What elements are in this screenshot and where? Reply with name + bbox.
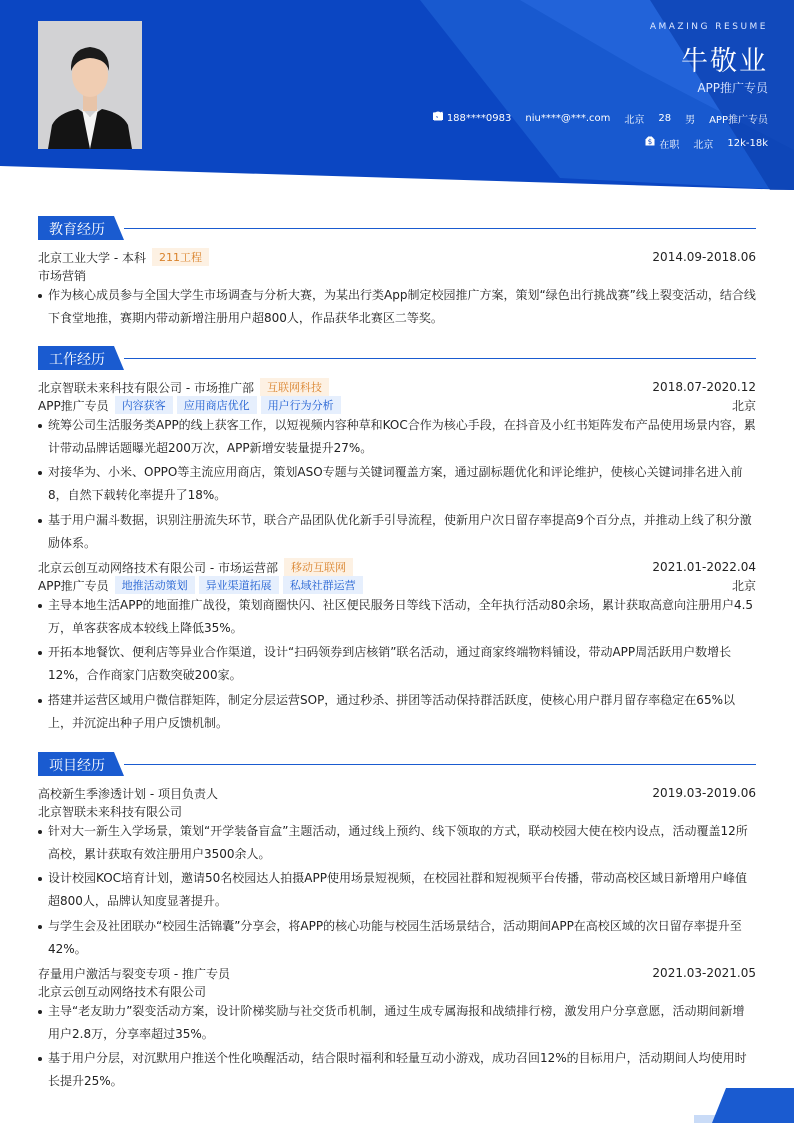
- job-bullet: 搭建并运营区域用户微信群矩阵，制定分层运营SOP，通过秒杀、拼团等活动保持群活跃度，使核心用户群月留存率稳定在65%以上，并沉淀出种子用户反馈机制。: [38, 689, 756, 735]
- job-entry-header: [38, 558, 756, 576]
- gender-item: [685, 111, 695, 126]
- project-name: 存量用户激活与裂变专项 - 推广专员: [38, 966, 230, 981]
- project-bullet: 基于用户分层，对沉默用户推送个性化唤醒活动，结合限时福利和轻量互动小游戏，成功召回12%的目标用户，活动期间人均使用时长提升25%。: [38, 1047, 756, 1093]
- company-name: 北京智联未来科技有限公司 - 市场推广部: [38, 380, 254, 395]
- skill-tag: 私域社群运营: [283, 576, 363, 594]
- project-date: 2021.03-2021.05: [652, 966, 756, 980]
- education-bullet: 作为核心成员参与全国大学生市场调查与分析大赛，为某出行类App制定校园推广方案，策划“绿色出行挑战赛”线上裂变活动，结合线下食堂地推，赛期内带动新增注册用户超800人，作品获华北赛区二等奖。: [38, 284, 756, 330]
- project-org: 北京智联未来科技有限公司: [38, 804, 183, 819]
- phone-item: [447, 113, 512, 124]
- project-org-row: [38, 982, 756, 1000]
- header-banner: [0, 0, 794, 200]
- job-position: APP推广专员: [38, 578, 109, 593]
- skill-tag: 应用商店优化: [177, 396, 257, 414]
- job-entry-header: [38, 378, 756, 396]
- project-name: 高校新生季渗透计划 - 项目负责人: [38, 786, 218, 801]
- target-city-item: [693, 136, 713, 151]
- school-name: 北京工业大学 - 本科: [38, 250, 146, 265]
- job-date: 2021.01-2022.04: [652, 560, 756, 574]
- education-date: 2014.09-2018.06: [652, 250, 756, 264]
- company-name: 北京云创互动网络技术有限公司 - 市场运营部: [38, 560, 278, 575]
- resume-tagline: AMAZING RESUME: [649, 22, 768, 32]
- status-text: 在职: [659, 140, 680, 151]
- projects-title: 项目经历: [49, 758, 105, 774]
- status-info-row: [645, 136, 768, 151]
- candidate-role: APP推广专员: [697, 81, 768, 95]
- education-entry-header: [38, 248, 756, 266]
- job-bullet: 统筹公司生活服务类APP的线上获客工作，以短视频内容种草和KOC合作为核心手段，在抖音及小红书矩阵发布产品使用场景内容，累计带动品牌话题曝光超200万次，APP新增安装量提升27%。: [38, 414, 756, 460]
- target-city-text: 北京: [693, 140, 714, 151]
- svg-text:$: $: [648, 137, 653, 146]
- education-major-row: [38, 266, 756, 284]
- age-item: [658, 113, 671, 124]
- salary-text: 12k-18k: [727, 138, 768, 149]
- job-position-row: [38, 396, 756, 414]
- work-section-header: [38, 346, 756, 370]
- section-tab: [38, 752, 124, 776]
- major-name: 市场营销: [38, 268, 87, 283]
- avatar: [38, 21, 142, 149]
- projects-section-header: [38, 752, 756, 776]
- candidate-name: 牛敬业: [681, 46, 768, 77]
- industry-tag: 移动互联网: [284, 558, 353, 576]
- send-icon: [433, 111, 443, 121]
- project-date: 2019.03-2019.06: [652, 786, 756, 800]
- phone-text: 188****0983: [446, 113, 512, 124]
- skill-tag: 异业渠道拓展: [199, 576, 279, 594]
- project-org-row: [38, 802, 756, 820]
- job-city: 北京: [731, 398, 756, 413]
- gender-text: 男: [685, 115, 696, 126]
- skill-tag: 内容获客: [115, 396, 173, 414]
- email-text: niu****@***.com: [525, 113, 611, 124]
- project-bullet: 设计校园KOC培育计划，邀请50名校园达人拍摄APP使用场景短视频，在校园社群和短视频平台传播，带动高校区域日新增用户峰值超800人，品牌认知度显著提升。: [38, 867, 756, 913]
- section-tab: [38, 216, 124, 240]
- job-position-row: [38, 576, 756, 594]
- section-tab: [38, 346, 124, 370]
- job-date: 2018.07-2020.12: [652, 380, 756, 394]
- project-bullet: 针对大一新生入学场景，策划“开学装备盲盒”主题活动，通过线上预约、线下领取的方式，联动校园大使在校内设点，活动覆盖12所高校，累计获取有效注册用户3500余人。: [38, 820, 756, 866]
- status-item: [659, 136, 679, 151]
- school-tag: 211工程: [152, 248, 209, 266]
- residence-item: [624, 111, 644, 126]
- job-bullet: 主导本地生活APP的地面推广战役，策划商圈快闪、社区便民服务日等线下活动，全年执行活动80余场，累计获取高意向注册用户4.5万，单客获客成本较线上降低35%。: [38, 594, 756, 640]
- section-divider: [124, 358, 756, 359]
- education-section-header: [38, 216, 756, 240]
- project-entry-header: [38, 964, 756, 982]
- work-title: 工作经历: [49, 352, 105, 368]
- section-divider: [124, 764, 756, 765]
- job-intent-item: [709, 111, 768, 126]
- money-icon: [645, 136, 655, 146]
- contact-info-row: [433, 111, 768, 126]
- skill-tag: 用户行为分析: [261, 396, 341, 414]
- job-bullet: 开拓本地餐饮、便利店等异业合作渠道，设计“扫码领券到店核销”联名活动，通过商家终端物料铺设，带动APP周活跃用户数增长12%，合作商家门店数突破200家。: [38, 641, 756, 687]
- job-bullet: 基于用户漏斗数据，识别注册流失环节，联合产品团队优化新手引导流程，使新用户次日留存率提高9个百分点，并推动上线了积分激励体系。: [38, 509, 756, 555]
- skill-tag: 地推活动策划: [115, 576, 195, 594]
- project-bullet: 主导“老友助力”裂变活动方案，设计阶梯奖励与社交货币机制，通过生成专属海报和战绩排行榜，激发用户分享意愿，活动期间新增用户2.8万，分享率超过35%。: [38, 1000, 756, 1046]
- age-text: 28: [658, 113, 672, 124]
- section-divider: [124, 228, 756, 229]
- project-entry-header: [38, 784, 756, 802]
- job-position: APP推广专员: [38, 398, 109, 413]
- education-title: 教育经历: [49, 222, 105, 238]
- project-bullet: 与学生会及社团联办“校园生活锦囊”分享会，将APP的核心功能与校园生活场景结合，活动期间APP在高校区域的次日留存率提升至42%。: [38, 915, 756, 961]
- industry-tag: 互联网科技: [260, 378, 329, 396]
- job-bullet: 对接华为、小米、OPPO等主流应用商店，策划ASO专题与关键词覆盖方案，通过副标题优化和评论维护，使核心关键词排名进入前8，自然下载转化率提升了18%。: [38, 461, 756, 507]
- job-intent-text: APP推广专员: [709, 115, 768, 126]
- footer-decoration: [690, 1088, 794, 1123]
- residence-text: 北京: [624, 115, 645, 126]
- email-item: [525, 113, 610, 124]
- job-city: 北京: [731, 578, 756, 593]
- project-org: 北京云创互动网络技术有限公司: [38, 984, 207, 999]
